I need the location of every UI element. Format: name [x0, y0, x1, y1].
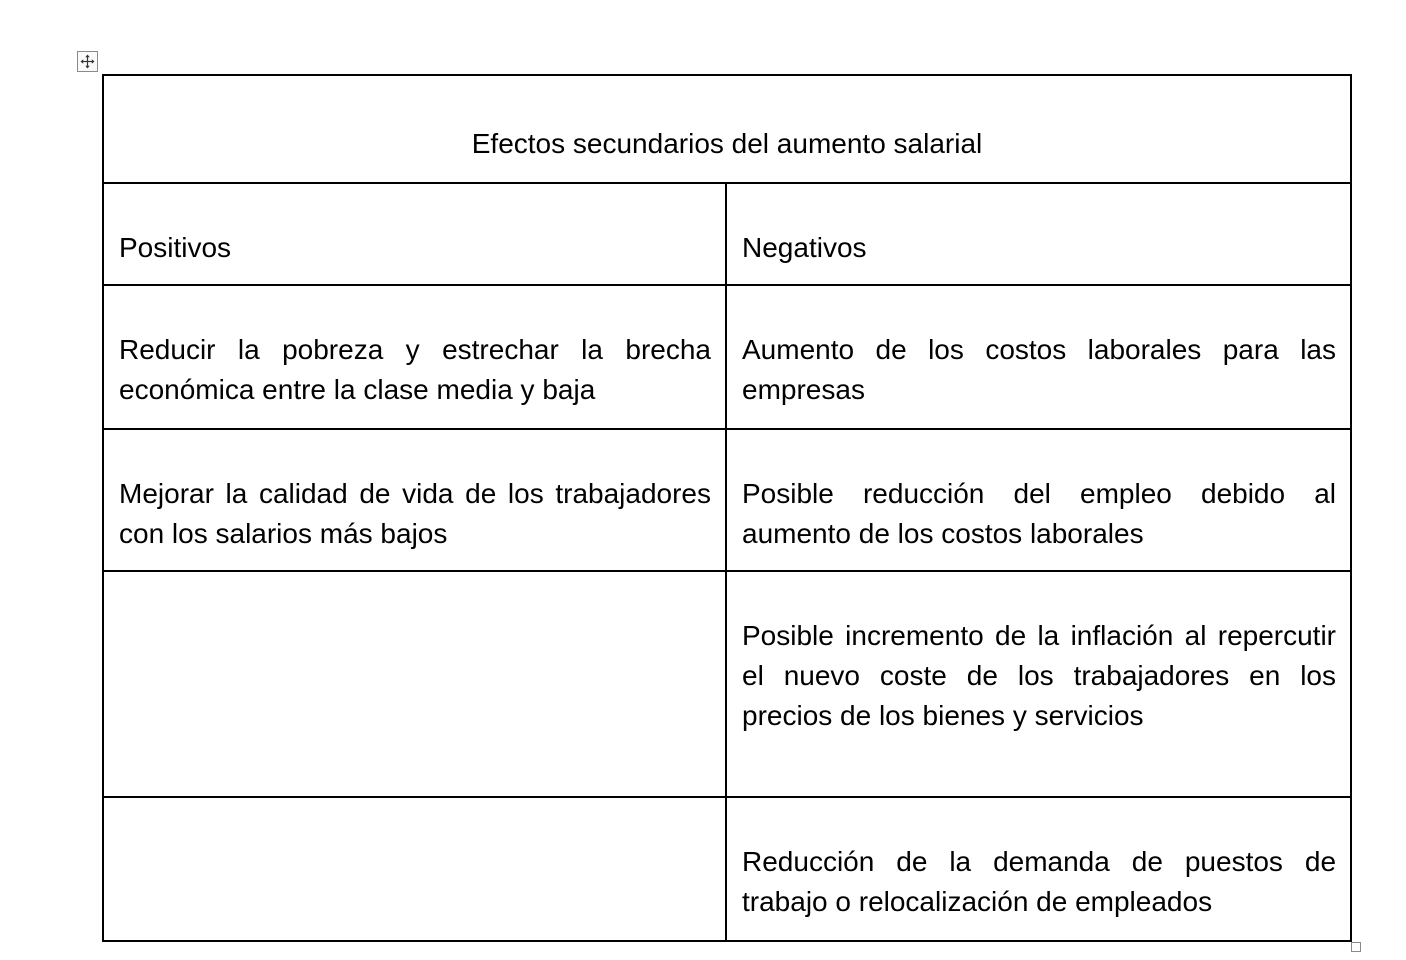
header-negative[interactable]: Negativos	[726, 183, 1351, 285]
table-title[interactable]: Efectos secundarios del aumento salarial	[103, 75, 1351, 183]
table-row	[103, 429, 1351, 571]
effects-table	[102, 74, 1352, 942]
negative-cell[interactable]: Aumento de los costos laborales para las empresas	[726, 285, 1351, 429]
header-positive[interactable]: Positivos	[103, 183, 726, 285]
move-arrows-icon	[80, 54, 95, 69]
negative-cell[interactable]: Posible incremento de la inflación al repercutir el nuevo coste de los trabajadores en los precios de los bienes y servicios	[726, 571, 1351, 797]
positive-cell[interactable]: Mejorar la calidad de vida de los trabajadores con los salarios más bajos	[103, 429, 726, 571]
table-title-row	[103, 75, 1351, 183]
negative-cell[interactable]: Posible reducción del empleo debido al aumento de los costos laborales	[726, 429, 1351, 571]
table-move-handle[interactable]	[77, 51, 98, 72]
negative-cell[interactable]: Reducción de la demanda de puestos de trabajo o relocalización de empleados	[726, 797, 1351, 941]
table-row	[103, 285, 1351, 429]
resize-square-icon[interactable]	[1351, 942, 1361, 952]
positive-cell[interactable]: Reducir la pobreza y estrechar la brecha económica entre la clase media y baja	[103, 285, 726, 429]
table-row	[103, 797, 1351, 941]
positive-cell-empty[interactable]	[103, 797, 726, 941]
table-header-row	[103, 183, 1351, 285]
table-row	[103, 571, 1351, 797]
positive-cell-empty[interactable]	[103, 571, 726, 797]
